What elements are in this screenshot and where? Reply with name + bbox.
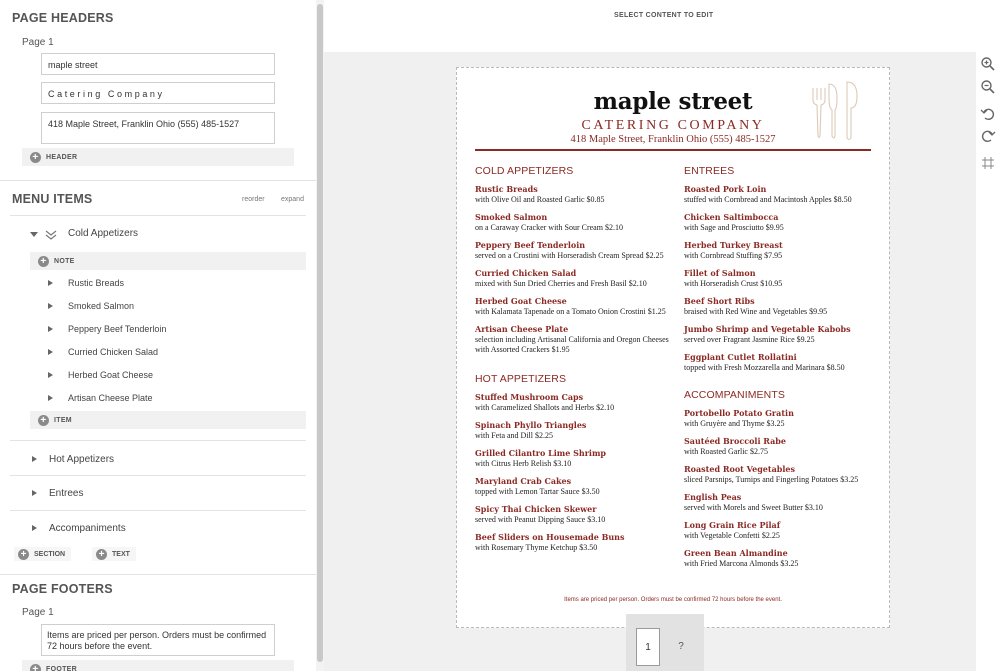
dish-description: braised with Red Wine and Vegetables $9.95 xyxy=(684,307,828,316)
caret-right-icon[interactable] xyxy=(48,326,53,332)
menu-section-cold-appetizers[interactable] xyxy=(475,165,675,355)
double-chevron-icon[interactable] xyxy=(45,229,57,241)
sidebar-scrollbar[interactable] xyxy=(316,0,324,671)
menu-header-rule xyxy=(475,149,871,151)
page-headers-title: PAGE HEADERS xyxy=(12,11,114,25)
divider xyxy=(0,574,316,575)
dish-name: Beef Sliders on Housemade Buns xyxy=(475,532,625,542)
dish-description: served on a Crostini with Horseradish Cream Spread $2.25 xyxy=(475,251,664,260)
section-entrees[interactable]: Entrees xyxy=(49,488,84,499)
add-section-label: SECTION xyxy=(34,550,66,558)
list-item[interactable]: Herbed Goat Cheese xyxy=(68,370,154,380)
menu-dish[interactable] xyxy=(684,436,879,457)
menu-left-column xyxy=(475,165,675,560)
menu-dish[interactable] xyxy=(475,392,675,413)
plus-icon: + xyxy=(96,549,107,560)
add-header-button[interactable] xyxy=(22,148,294,166)
caret-right-icon[interactable] xyxy=(48,303,53,309)
divider xyxy=(0,180,316,181)
dish-name: Fillet of Salmon xyxy=(684,268,756,278)
menu-dish[interactable] xyxy=(475,296,675,317)
scrollbar-thumb[interactable] xyxy=(317,4,323,662)
grid-icon[interactable] xyxy=(980,155,996,171)
menu-dish[interactable] xyxy=(475,420,675,441)
dish-description: stuffed with Cornbread and Macintosh Apples $8.50 xyxy=(684,195,852,204)
dish-name: Stuffed Mushroom Caps xyxy=(475,392,584,402)
reorder-link[interactable]: reorder xyxy=(242,196,265,203)
caret-right-icon[interactable] xyxy=(32,456,37,462)
menu-footer[interactable]: Items are priced per person. Orders must be confirmed 72 hours before the event. xyxy=(564,597,782,603)
dish-name: Spinach Phyllo Triangles xyxy=(475,420,587,430)
menu-restaurant-name[interactable]: maple street xyxy=(593,88,753,115)
menu-dish[interactable] xyxy=(684,352,879,373)
list-item[interactable]: Peppery Beef Tenderloin xyxy=(68,324,167,334)
dish-description: topped with Fresh Mozzarella and Marinara $8.50 xyxy=(684,363,845,372)
dish-description: with Cornbread Stuffing $7.95 xyxy=(684,251,783,260)
menu-dish[interactable] xyxy=(475,212,675,233)
list-item[interactable]: Rustic Breads xyxy=(68,278,125,288)
divider xyxy=(10,440,306,441)
add-item-button[interactable] xyxy=(30,411,306,429)
dish-name: English Peas xyxy=(684,492,742,502)
add-header-label: HEADER xyxy=(46,153,78,161)
redo-icon[interactable] xyxy=(980,128,996,144)
dish-name: Rustic Breads xyxy=(475,184,538,194)
add-section-button[interactable] xyxy=(14,547,71,561)
dish-name: Maryland Crab Cakes xyxy=(475,476,572,486)
plus-icon: + xyxy=(30,152,41,163)
dish-name: Chicken Saltimbocca xyxy=(684,212,779,222)
menu-dish[interactable] xyxy=(684,408,879,429)
dish-name: Eggplant Cutlet Rollatini xyxy=(684,352,797,362)
add-item-label: ITEM xyxy=(54,416,72,424)
zoom-toolbar xyxy=(976,52,1000,671)
menu-address[interactable]: 418 Maple Street, Franklin Ohio (555) 485-1527 xyxy=(570,134,776,145)
dish-name: Curried Chicken Salad xyxy=(475,268,577,278)
plus-icon: + xyxy=(38,415,49,426)
footer-page-label: Page 1 xyxy=(22,607,54,618)
dish-name: Spicy Thai Chicken Skewer xyxy=(475,504,597,514)
dish-description: with Rosemary Thyme Ketchup $3.50 xyxy=(475,543,598,552)
group-cold-appetizers[interactable]: Cold Appetizers xyxy=(68,228,139,239)
dish-name: Grilled Cilantro Lime Shrimp xyxy=(475,448,607,458)
menu-dish[interactable] xyxy=(475,504,675,525)
menu-items-title: MENU ITEMS xyxy=(12,192,93,206)
dish-description: with Olive Oil and Roasted Garlic $0.85 xyxy=(475,195,605,204)
dish-description: sliced Parsnips, Turnips and Fingerling Potatoes $3.25 xyxy=(684,475,859,484)
divider xyxy=(10,215,306,216)
menu-dish[interactable] xyxy=(684,324,879,345)
menu-page[interactable] xyxy=(456,67,890,628)
add-footer-button[interactable] xyxy=(22,660,294,671)
menu-dish[interactable] xyxy=(684,184,879,205)
menu-dish[interactable] xyxy=(684,464,879,485)
dish-description: selection including Artisanal California and Oregon Cheeses with Assorted Crackers $1.95 xyxy=(475,335,669,354)
undo-icon[interactable] xyxy=(980,106,996,122)
menu-dish[interactable] xyxy=(684,520,879,541)
menu-section-title[interactable]: HOT APPETIZERS xyxy=(475,373,567,385)
menu-section-accompaniments[interactable] xyxy=(684,389,879,569)
dish-description: with Fried Marcona Almonds $3.25 xyxy=(684,559,799,568)
dish-name: Roasted Pork Loin xyxy=(684,184,767,194)
divider xyxy=(10,510,306,511)
plus-icon: + xyxy=(18,549,29,560)
list-item[interactable]: Curried Chicken Salad xyxy=(68,347,159,357)
menu-dish[interactable] xyxy=(475,184,675,205)
caret-right-icon[interactable] xyxy=(48,395,53,401)
menu-dish[interactable] xyxy=(475,324,675,355)
menu-dish[interactable] xyxy=(475,476,675,497)
zoom-out-icon[interactable] xyxy=(980,79,996,95)
dish-description: with Horseradish Crust $10.95 xyxy=(684,279,783,288)
dish-description: with Feta and Dill $2.25 xyxy=(475,431,553,440)
caret-down-icon[interactable] xyxy=(30,232,38,237)
header-name-field[interactable]: maple street xyxy=(41,53,275,75)
menu-dish[interactable] xyxy=(684,548,879,569)
caret-right-icon[interactable] xyxy=(48,372,53,378)
dish-description: with Vegetable Confetti $2.25 xyxy=(684,531,780,540)
dish-name: Jumbo Shrimp and Vegetable Kabobs xyxy=(684,324,851,334)
header-address-field[interactable]: 418 Maple Street, Franklin Ohio (555) 485-1527 xyxy=(41,112,275,144)
dish-name: Beef Short Ribs xyxy=(684,296,755,306)
dish-description: topped with Lemon Tartar Sauce $3.50 xyxy=(475,487,600,496)
menu-dish[interactable] xyxy=(684,268,879,289)
section-accompaniments[interactable]: Accompaniments xyxy=(49,523,126,534)
menu-section-title[interactable]: ACCOMPANIMENTS xyxy=(684,389,785,401)
menu-dish[interactable] xyxy=(475,268,675,289)
dish-name: Roasted Root Vegetables xyxy=(684,464,795,474)
menu-section-title[interactable]: ENTREES xyxy=(684,165,735,177)
add-page-button[interactable]: ? xyxy=(678,641,684,652)
menu-dish[interactable] xyxy=(475,532,675,553)
dish-description: served with Peanut Dipping Sauce $3.10 xyxy=(475,515,606,524)
menu-section-title[interactable]: COLD APPETIZERS xyxy=(475,165,574,177)
dish-description: with Citrus Herb Relish $3.10 xyxy=(475,459,572,468)
dish-name: Herbed Goat Cheese xyxy=(475,296,567,306)
menu-subtitle[interactable]: CATERING COMPANY xyxy=(581,118,765,133)
dish-description: with Roasted Garlic $2.75 xyxy=(684,447,768,456)
caret-right-icon[interactable] xyxy=(32,525,37,531)
footer-text-field[interactable]: Items are priced per person. Orders must be confirmed 72 hours before the event. xyxy=(41,624,275,656)
section-hot-appetizers[interactable]: Hot Appetizers xyxy=(49,454,115,465)
caret-right-icon[interactable] xyxy=(48,349,53,355)
add-note-button[interactable] xyxy=(30,252,306,270)
dish-description: served over Fragrant Jasmine Rice $9.25 xyxy=(684,335,815,344)
dish-name: Sautéed Broccoli Rabe xyxy=(684,436,786,446)
dish-name: Portobello Potato Gratin xyxy=(684,408,794,418)
page-navigator xyxy=(626,614,704,671)
plus-icon: + xyxy=(30,664,41,671)
editor-sidebar xyxy=(0,0,316,671)
list-item[interactable]: Artisan Cheese Plate xyxy=(68,393,153,403)
divider xyxy=(10,475,306,476)
page-thumbnail-1[interactable]: 1 xyxy=(636,628,660,666)
dish-description: with Caramelized Shallots and Herbs $2.10 xyxy=(475,403,615,412)
dish-description: mixed with Sun Dried Cherries and Fresh Basil $2.10 xyxy=(475,279,647,288)
menu-section-entrees[interactable] xyxy=(684,165,879,373)
add-note-label: NOTE xyxy=(54,257,75,265)
dish-description: with Gruyère and Thyme $3.25 xyxy=(684,419,785,428)
dish-description: with Sage and Prosciutto $9.95 xyxy=(684,223,784,232)
page-footers-title: PAGE FOOTERS xyxy=(12,582,113,596)
menu-dish[interactable] xyxy=(684,240,879,261)
menu-right-column xyxy=(684,165,879,576)
dish-description: on a Caraway Cracker with Sour Cream $2.10 xyxy=(475,223,623,232)
dish-description: served with Morels and Sweet Butter $3.10 xyxy=(684,503,823,512)
dish-description: with Kalamata Tapenade on a Tomato Onion Crostini $1.25 xyxy=(475,307,666,316)
caret-right-icon[interactable] xyxy=(48,280,53,286)
dish-name: Herbed Turkey Breast xyxy=(684,240,783,250)
dish-name: Long Grain Rice Pilaf xyxy=(684,520,781,530)
menu-dish[interactable] xyxy=(684,212,879,233)
expand-link[interactable]: expand xyxy=(281,196,304,203)
zoom-in-icon[interactable] xyxy=(980,56,996,72)
header-subtitle-field[interactable]: Catering Company xyxy=(41,82,275,104)
plus-icon: + xyxy=(38,256,49,267)
caret-right-icon[interactable] xyxy=(32,490,37,496)
list-item[interactable]: Smoked Salmon xyxy=(68,301,135,311)
cutlery-icon xyxy=(807,80,867,142)
add-text-label: TEXT xyxy=(112,550,130,558)
dish-name: Artisan Cheese Plate xyxy=(475,324,569,334)
header-page-label: Page 1 xyxy=(22,37,54,48)
menu-section-hot-appetizers[interactable] xyxy=(475,373,675,553)
menu-dish[interactable] xyxy=(475,240,675,261)
editor-title: SELECT CONTENT TO EDIT xyxy=(614,12,714,19)
dish-name: Smoked Salmon xyxy=(475,212,548,222)
menu-dish[interactable] xyxy=(475,448,675,469)
add-footer-label: FOOTER xyxy=(46,665,77,671)
add-text-button[interactable] xyxy=(92,547,136,561)
menu-dish[interactable] xyxy=(684,296,879,317)
dish-name: Green Bean Almandine xyxy=(684,548,788,558)
menu-dish[interactable] xyxy=(684,492,879,513)
dish-name: Peppery Beef Tenderloin xyxy=(475,240,586,250)
